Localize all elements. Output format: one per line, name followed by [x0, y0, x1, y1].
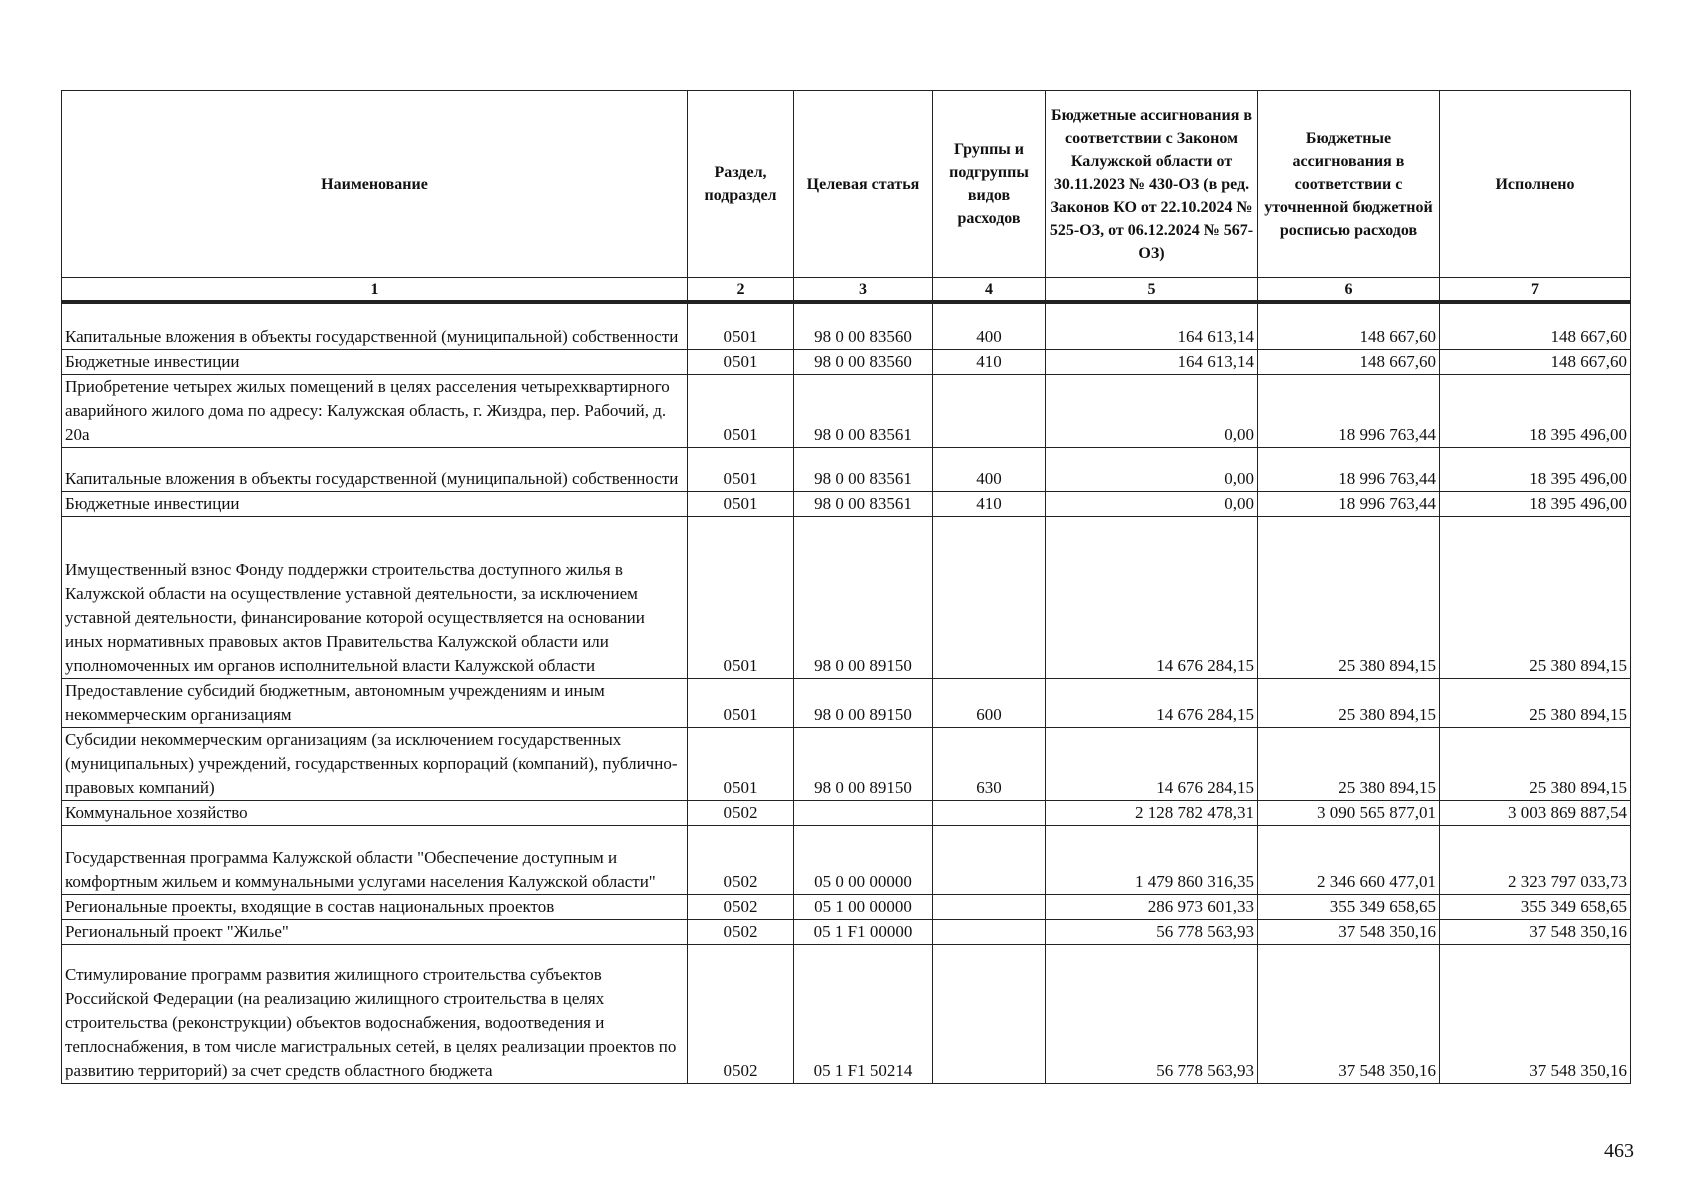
- row-executed-amount-cell: 3 003 869 887,54: [1440, 800, 1631, 825]
- column-number: 5: [1046, 278, 1258, 303]
- header-target-article: Целевая статья: [794, 91, 933, 278]
- column-number: 7: [1440, 278, 1631, 303]
- row-target-article-cell: 98 0 00 83560: [794, 349, 933, 374]
- row-section-cell: 0502: [688, 944, 794, 1083]
- column-number: 3: [794, 278, 933, 303]
- row-name-cell: Региональный проект "Жилье": [62, 919, 688, 944]
- table-row: [62, 800, 1631, 825]
- row-refined-amount-cell: 18 996 763,44: [1258, 374, 1440, 447]
- row-executed-amount-cell: 355 349 658,65: [1440, 894, 1631, 919]
- row-section-cell: 0501: [688, 727, 794, 800]
- row-target-article-cell: 05 1 00 00000: [794, 894, 933, 919]
- header-approved-budget: Бюджетные ассигнования в соответствии с Законом Калужской области от 30.11.2023 № 430-ОЗ (в ред. Законов КО от 22.10.2024 № 525-ОЗ, от 06.12.2024 № 567-ОЗ): [1046, 91, 1258, 278]
- row-approved-amount-cell: 0,00: [1046, 491, 1258, 516]
- row-target-article-cell: [794, 800, 933, 825]
- row-approved-amount-cell: 286 973 601,33: [1046, 894, 1258, 919]
- table-row: [62, 894, 1631, 919]
- row-name-cell: Имущественный взнос Фонду поддержки строительства доступного жилья в Калужской области на осуществление уставной деятельности, за исключением уставной деятельности, финансирование которой осуществляется на основании иных нормативных правовых актов Правительства Калужской области или уполномоченных им органов исполнительной власти Калужской области: [62, 516, 688, 678]
- row-executed-amount-cell: 148 667,60: [1440, 302, 1631, 349]
- row-executed-amount-cell: 18 395 496,00: [1440, 374, 1631, 447]
- row-expense-group-cell: [933, 894, 1046, 919]
- row-executed-amount-cell: 37 548 350,16: [1440, 919, 1631, 944]
- row-name-cell: Региональные проекты, входящие в состав национальных проектов: [62, 894, 688, 919]
- row-expense-group-cell: [933, 944, 1046, 1083]
- row-expense-group-cell: 410: [933, 349, 1046, 374]
- row-name-cell: Коммунальное хозяйство: [62, 800, 688, 825]
- row-expense-group-cell: [933, 800, 1046, 825]
- table-row: [62, 302, 1631, 349]
- header-executed: Исполнено: [1440, 91, 1631, 278]
- row-refined-amount-cell: 18 996 763,44: [1258, 491, 1440, 516]
- row-executed-amount-cell: 37 548 350,16: [1440, 944, 1631, 1083]
- row-target-article-cell: 05 0 00 00000: [794, 825, 933, 894]
- table-body: [62, 302, 1631, 1083]
- row-executed-amount-cell: 25 380 894,15: [1440, 678, 1631, 727]
- row-section-cell: 0501: [688, 374, 794, 447]
- table-row: [62, 727, 1631, 800]
- row-approved-amount-cell: 14 676 284,15: [1046, 678, 1258, 727]
- column-number: 6: [1258, 278, 1440, 303]
- header-name: Наименование: [62, 91, 688, 278]
- row-section-cell: 0501: [688, 349, 794, 374]
- row-refined-amount-cell: 148 667,60: [1258, 349, 1440, 374]
- table-row: [62, 919, 1631, 944]
- row-name-cell: Субсидии некоммерческим организациям (за исключением государственных (муниципальных) учреждений, государственных корпораций (компаний), публично-правовых компаний): [62, 727, 688, 800]
- row-approved-amount-cell: 56 778 563,93: [1046, 944, 1258, 1083]
- table-row: [62, 491, 1631, 516]
- row-section-cell: 0502: [688, 894, 794, 919]
- table-row: [62, 825, 1631, 894]
- row-approved-amount-cell: 14 676 284,15: [1046, 516, 1258, 678]
- table-row: [62, 374, 1631, 447]
- row-refined-amount-cell: 2 346 660 477,01: [1258, 825, 1440, 894]
- row-target-article-cell: 98 0 00 83560: [794, 302, 933, 349]
- row-approved-amount-cell: 164 613,14: [1046, 349, 1258, 374]
- row-section-cell: 0501: [688, 491, 794, 516]
- row-name-cell: Капитальные вложения в объекты государственной (муниципальной) собственности: [62, 447, 688, 491]
- row-refined-amount-cell: 25 380 894,15: [1258, 516, 1440, 678]
- header-section: Раздел, подраздел: [688, 91, 794, 278]
- table-row: [62, 944, 1631, 1083]
- row-refined-amount-cell: 37 548 350,16: [1258, 919, 1440, 944]
- table-row: [62, 516, 1631, 678]
- row-section-cell: 0502: [688, 800, 794, 825]
- row-approved-amount-cell: 0,00: [1046, 374, 1258, 447]
- row-refined-amount-cell: 37 548 350,16: [1258, 944, 1440, 1083]
- row-expense-group-cell: 600: [933, 678, 1046, 727]
- row-section-cell: 0501: [688, 516, 794, 678]
- row-expense-group-cell: [933, 919, 1046, 944]
- row-approved-amount-cell: 14 676 284,15: [1046, 727, 1258, 800]
- row-target-article-cell: 98 0 00 89150: [794, 727, 933, 800]
- column-number-row: [62, 278, 1631, 303]
- row-name-cell: Бюджетные инвестиции: [62, 349, 688, 374]
- header-refined-budget: Бюджетные ассигнования в соответствии с уточненной бюджетной росписью расходов: [1258, 91, 1440, 278]
- header-expense-group: Группы и подгруппы видов расходов: [933, 91, 1046, 278]
- row-refined-amount-cell: 25 380 894,15: [1258, 678, 1440, 727]
- row-executed-amount-cell: 18 395 496,00: [1440, 447, 1631, 491]
- row-target-article-cell: 98 0 00 83561: [794, 374, 933, 447]
- row-target-article-cell: 98 0 00 83561: [794, 491, 933, 516]
- row-executed-amount-cell: 25 380 894,15: [1440, 516, 1631, 678]
- row-section-cell: 0502: [688, 919, 794, 944]
- row-expense-group-cell: 400: [933, 447, 1046, 491]
- row-refined-amount-cell: 25 380 894,15: [1258, 727, 1440, 800]
- row-expense-group-cell: [933, 374, 1046, 447]
- row-section-cell: 0502: [688, 825, 794, 894]
- row-name-cell: Приобретение четырех жилых помещений в целях расселения четырехквартирного аварийного жилого дома по адресу: Калужская область, г. Жиздра, пер. Рабочий, д. 20а: [62, 374, 688, 447]
- row-expense-group-cell: [933, 516, 1046, 678]
- column-number: 1: [62, 278, 688, 303]
- row-executed-amount-cell: 148 667,60: [1440, 349, 1631, 374]
- row-refined-amount-cell: 355 349 658,65: [1258, 894, 1440, 919]
- row-target-article-cell: 05 1 F1 00000: [794, 919, 933, 944]
- row-name-cell: Стимулирование программ развития жилищного строительства субъектов Российской Федерации (на реализацию жилищного строительства в целях строительства (реконструкции) объектов водоснабжения, водоотведения и теплоснабжения, в том числе магистральных сетей, в целях реализации проектов по развитию территорий) за счет средств областного бюджета: [62, 944, 688, 1083]
- row-executed-amount-cell: 25 380 894,15: [1440, 727, 1631, 800]
- row-refined-amount-cell: 148 667,60: [1258, 302, 1440, 349]
- row-name-cell: Капитальные вложения в объекты государственной (муниципальной) собственности: [62, 302, 688, 349]
- row-expense-group-cell: 410: [933, 491, 1046, 516]
- row-name-cell: Бюджетные инвестиции: [62, 491, 688, 516]
- row-name-cell: Государственная программа Калужской области "Обеспечение доступным и комфортным жильем и коммунальными услугами населения Калужской области": [62, 825, 688, 894]
- row-target-article-cell: 98 0 00 89150: [794, 516, 933, 678]
- budget-table: [61, 90, 1631, 1084]
- row-section-cell: 0501: [688, 302, 794, 349]
- row-executed-amount-cell: 18 395 496,00: [1440, 491, 1631, 516]
- row-section-cell: 0501: [688, 678, 794, 727]
- row-refined-amount-cell: 18 996 763,44: [1258, 447, 1440, 491]
- row-approved-amount-cell: 0,00: [1046, 447, 1258, 491]
- row-target-article-cell: 98 0 00 89150: [794, 678, 933, 727]
- row-target-article-cell: 98 0 00 83561: [794, 447, 933, 491]
- row-target-article-cell: 05 1 F1 50214: [794, 944, 933, 1083]
- table-header-row: [62, 91, 1631, 278]
- row-name-cell: Предоставление субсидий бюджетным, автономным учреждениям и иным некоммерческим организациям: [62, 678, 688, 727]
- row-approved-amount-cell: 164 613,14: [1046, 302, 1258, 349]
- table-row: [62, 678, 1631, 727]
- row-executed-amount-cell: 2 323 797 033,73: [1440, 825, 1631, 894]
- column-number: 2: [688, 278, 794, 303]
- table-row: [62, 447, 1631, 491]
- page-number: 463: [1604, 1140, 1634, 1162]
- row-expense-group-cell: 630: [933, 727, 1046, 800]
- row-expense-group-cell: [933, 825, 1046, 894]
- row-approved-amount-cell: 56 778 563,93: [1046, 919, 1258, 944]
- column-number: 4: [933, 278, 1046, 303]
- row-expense-group-cell: 400: [933, 302, 1046, 349]
- row-refined-amount-cell: 3 090 565 877,01: [1258, 800, 1440, 825]
- row-approved-amount-cell: 1 479 860 316,35: [1046, 825, 1258, 894]
- row-section-cell: 0501: [688, 447, 794, 491]
- row-approved-amount-cell: 2 128 782 478,31: [1046, 800, 1258, 825]
- table-row: [62, 349, 1631, 374]
